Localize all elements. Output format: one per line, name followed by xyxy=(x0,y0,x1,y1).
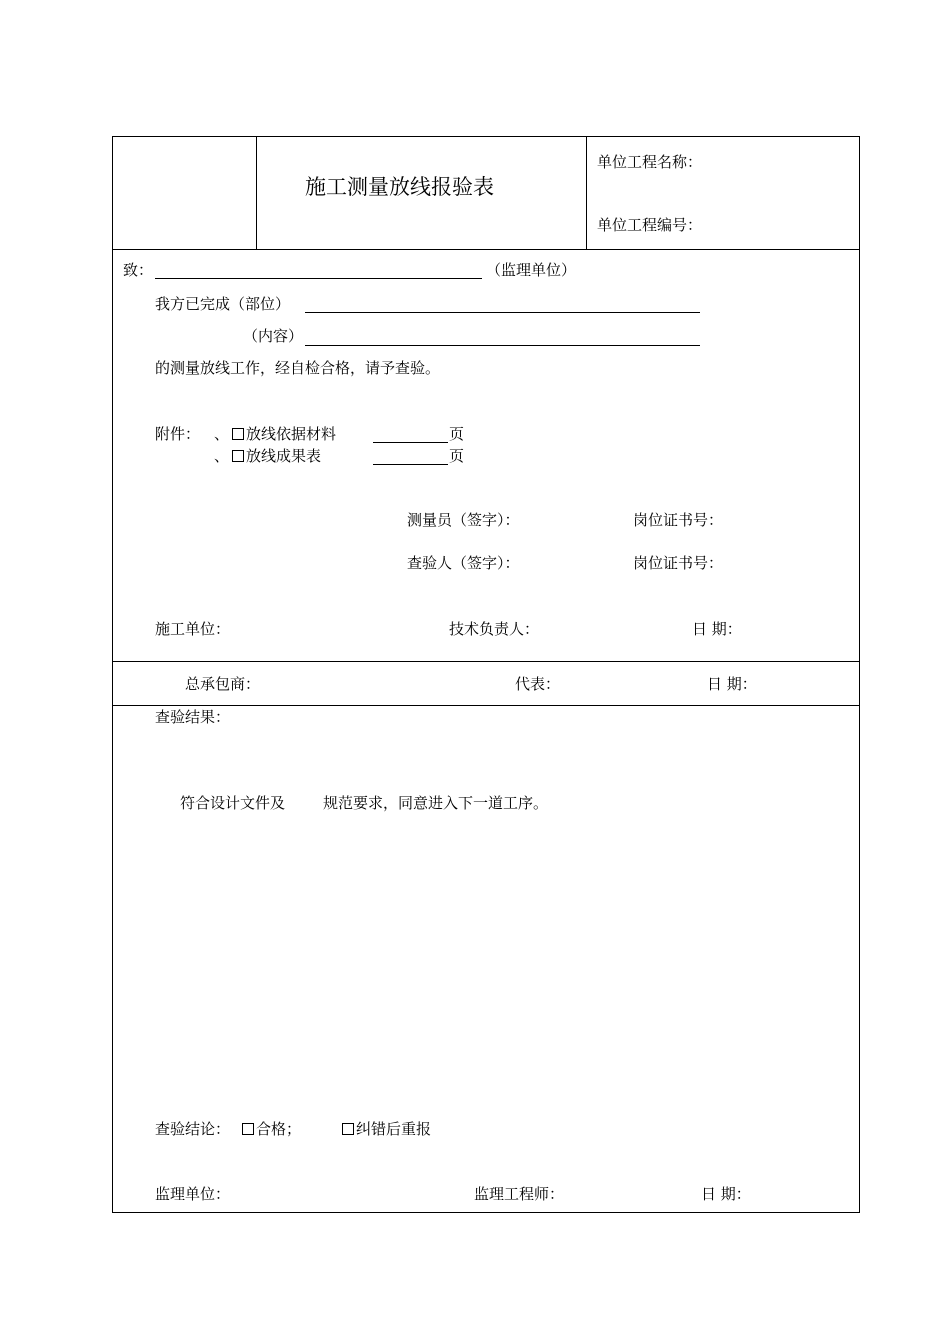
representative-label: 代表： xyxy=(515,675,561,693)
project-code-label: 单位工程编号： xyxy=(597,216,703,234)
header-divider-right xyxy=(586,136,587,249)
project-name-label: 单位工程名称： xyxy=(597,153,703,171)
general-contractor-label: 总承包商： xyxy=(185,675,261,693)
conclusion-pass-text: 合格； xyxy=(256,1120,302,1138)
attachment-item[interactable] xyxy=(232,427,336,442)
checkbox-icon[interactable] xyxy=(242,1123,254,1135)
attachment-pages-field[interactable] xyxy=(373,464,448,465)
form-title: 施工测量放线报验表 xyxy=(305,175,494,199)
supervisor-engineer-label: 监理工程师： xyxy=(474,1185,565,1203)
completed-part-label: 我方已完成（部位） xyxy=(155,295,291,313)
contractor-date-label: 日 期： xyxy=(692,620,742,638)
attachment-item[interactable] xyxy=(232,449,321,464)
result-label: 查验结果： xyxy=(155,708,231,726)
conclusion-resubmit-text: 纠错后重报 xyxy=(356,1120,432,1138)
tech-lead-label: 技术负责人： xyxy=(449,620,540,638)
attachment-prefix: 、 xyxy=(214,425,230,443)
to-label: 致： xyxy=(123,261,154,279)
inspector-cert-label: 岗位证书号： xyxy=(633,554,724,572)
supervisor-unit-field[interactable] xyxy=(155,278,482,279)
conclusion-label: 查验结论： xyxy=(155,1120,231,1138)
checkbox-icon[interactable] xyxy=(232,450,244,462)
header-bottom-rule xyxy=(112,249,860,250)
supervisor-date-label: 日 期： xyxy=(701,1185,751,1203)
surveyor-cert-label: 岗位证书号： xyxy=(633,511,724,529)
content-field[interactable] xyxy=(305,345,700,346)
attachment-unit: 页 xyxy=(449,447,465,465)
checkbox-icon[interactable] xyxy=(232,428,244,440)
attachment-item-text: 放线成果表 xyxy=(246,447,322,465)
checkbox-icon[interactable] xyxy=(342,1123,354,1135)
surveyor-signature-label: 测量员（签字）： xyxy=(407,511,520,529)
general-contractor-date-label: 日 期： xyxy=(707,675,757,693)
contractor-unit-label: 施工单位： xyxy=(155,620,231,638)
contractor-section-rule xyxy=(112,661,860,662)
content-label: （内容） xyxy=(243,327,304,345)
request-statement: 的测量放线工作，经自检合格，请予查验。 xyxy=(155,359,441,377)
general-contractor-rule xyxy=(112,705,860,706)
header-divider-left xyxy=(256,136,257,249)
supervisor-suffix: （监理单位） xyxy=(486,261,577,279)
conclusion-resubmit-option[interactable] xyxy=(342,1122,431,1137)
supervisor-unit-label: 监理单位： xyxy=(155,1185,231,1203)
result-text-part2: 规范要求，同意进入下一道工序。 xyxy=(323,794,549,812)
result-text-part1: 符合设计文件及 xyxy=(180,794,286,812)
part-field[interactable] xyxy=(305,312,700,313)
conclusion-pass-option[interactable] xyxy=(242,1122,301,1137)
attachment-unit: 页 xyxy=(449,425,465,443)
attachment-prefix: 、 xyxy=(214,447,230,465)
attachment-item-text: 放线依据材料 xyxy=(246,425,337,443)
attachment-pages-field[interactable] xyxy=(373,442,448,443)
attachments-label: 附件： xyxy=(155,425,201,443)
inspector-signature-label: 查验人（签字）： xyxy=(407,554,520,572)
